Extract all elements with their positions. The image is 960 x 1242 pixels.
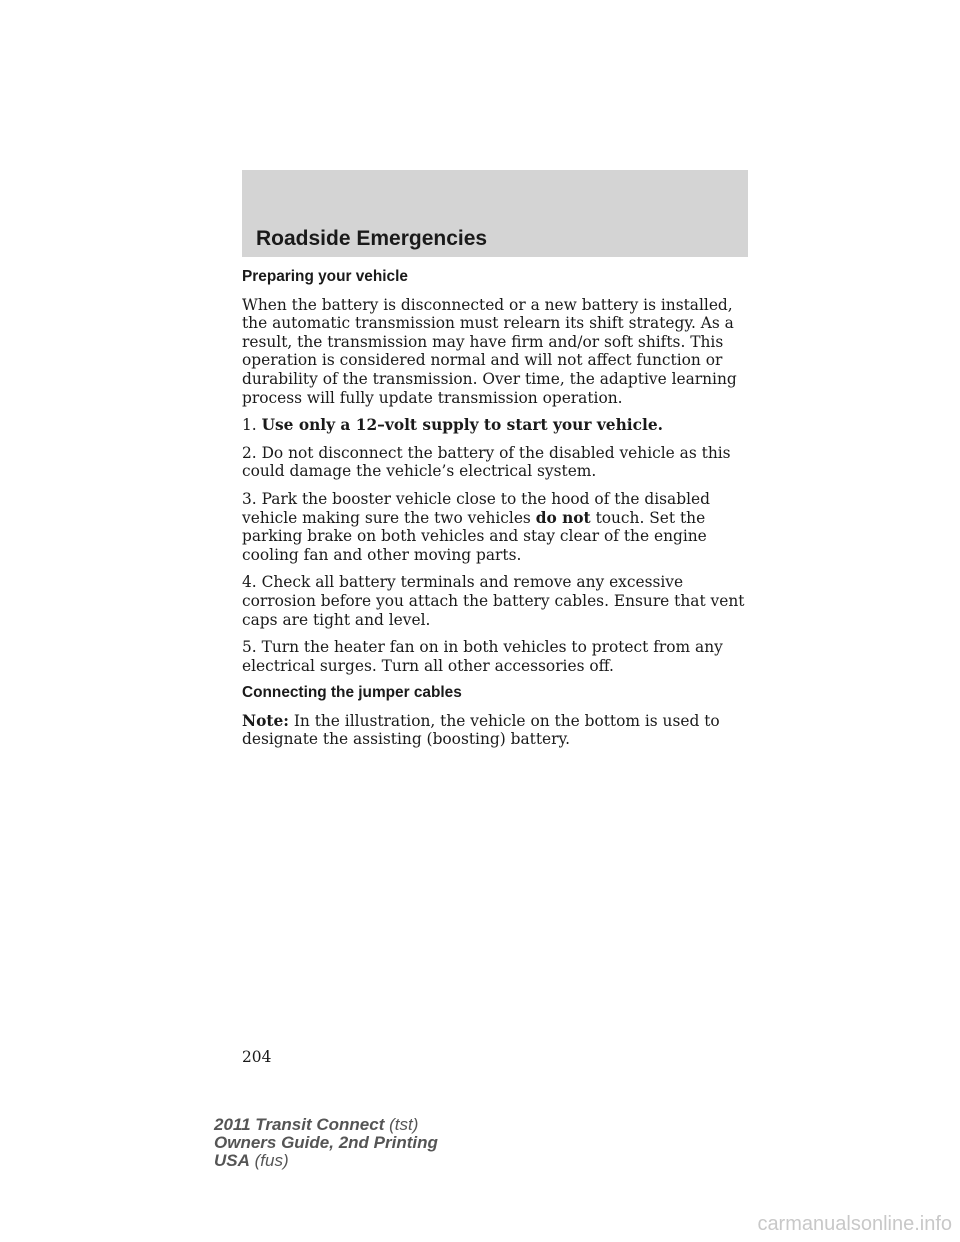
heading-preparing-vehicle: Preparing your vehicle — [242, 268, 408, 285]
step-2: 2. Do not disconnect the battery of the disabled vehicle as this could damage the vehicle’s electrical system. — [242, 443, 731, 481]
footer-line-3: USA (fus) — [214, 1151, 289, 1170]
page-content — [242, 268, 752, 758]
step-4: 4. Check all battery terminals and remove any excessive corrosion before you attach the battery cables. Ensure that vent caps are tight and level. — [242, 573, 745, 629]
step-5: 5. Turn the heater fan on in both vehicles to protect from any electrical surges. Turn all other accessories off. — [242, 638, 723, 675]
intro-paragraph: When the battery is disconnected or a new battery is installed, the automatic transmission must relearn its shift strategy. As a result, the transmission may have firm and/or soft shifts. This operation is considered normal and will not affect function or durability of the transmission. Over time, the adaptive learning process will fully update transmission operation. — [242, 295, 737, 407]
step-1: 1. Use only a 12–volt supply to start your vehicle. — [242, 416, 663, 435]
section-header-band — [242, 170, 748, 257]
step-3: 3. Park the booster vehicle close to the hood of the disabled vehicle making sure the two vehicles do not touch. Set the parking brake on both vehicles and stay clear of the engine cooling fan and other moving parts. — [242, 489, 710, 564]
heading-jumper-cables: Connecting the jumper cables — [242, 684, 462, 702]
page-number: 204 — [242, 1048, 272, 1066]
note-paragraph: Note: In the illustration, the vehicle on the bottom is used to designate the assisting (boosting) battery. — [242, 711, 720, 749]
footer-line-1: 2011 Transit Connect (tst) — [214, 1115, 419, 1134]
footer-line-2: Owners Guide, 2nd Printing — [214, 1133, 438, 1152]
watermark: carmanualsonline.info — [757, 1213, 952, 1235]
document-footer — [214, 1116, 438, 1170]
section-title: Roadside Emergencies — [256, 227, 488, 250]
